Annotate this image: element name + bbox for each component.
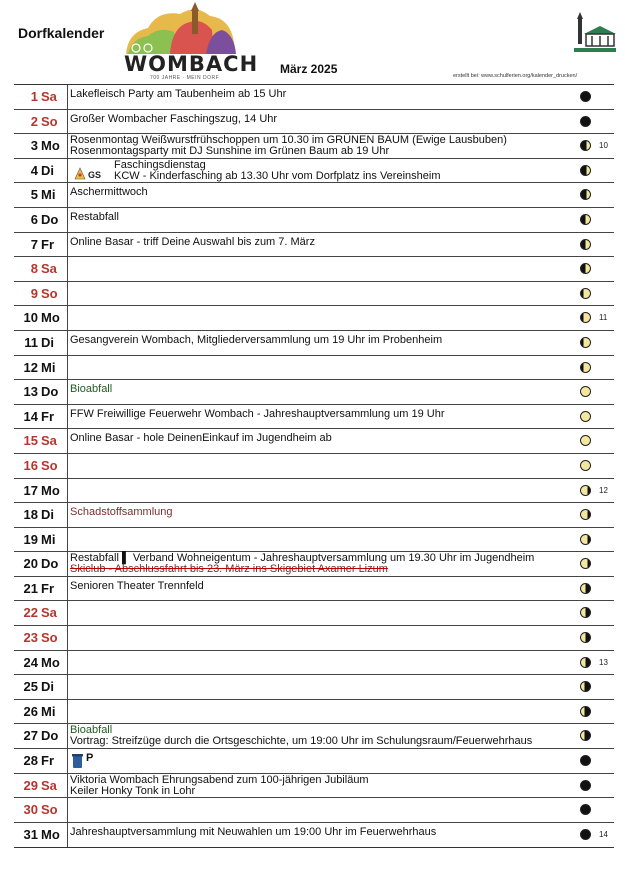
moon-phase-icon bbox=[580, 337, 591, 348]
moon-phase-icon bbox=[580, 509, 591, 520]
day-number: 28 bbox=[23, 753, 38, 769]
day-number: 21 bbox=[23, 580, 38, 596]
weekday-label: So bbox=[41, 457, 58, 473]
table-row bbox=[14, 454, 614, 479]
event-line: Senioren Theater Trennfeld bbox=[70, 579, 204, 592]
weekday-label: Mo bbox=[41, 138, 60, 154]
column-divider bbox=[67, 110, 68, 134]
event-text bbox=[70, 725, 570, 747]
column-divider bbox=[67, 724, 68, 748]
table-row bbox=[14, 724, 614, 749]
weekday-label: Do bbox=[41, 556, 59, 572]
event-line: KCW - Kinderfasching ab 13.30 Uhr vom Dorfplatz ins Vereinsheim bbox=[114, 169, 441, 182]
week-number: 10 bbox=[599, 141, 608, 151]
day-number: 25 bbox=[23, 679, 38, 695]
day-number: 15 bbox=[23, 433, 38, 449]
column-divider bbox=[67, 257, 68, 281]
moon-phase-icon bbox=[580, 706, 591, 717]
column-divider bbox=[67, 405, 68, 429]
day-number: 12 bbox=[23, 359, 38, 375]
event-line: Online Basar - hole DeinenEinkauf im Jugendheim ab bbox=[70, 432, 332, 445]
column-divider bbox=[67, 454, 68, 478]
event-line: Restabfall ▌ Verband Wohneigentum - Jahreshauptversammlung um 19.30 Uhr im Jugendheim bbox=[70, 552, 535, 565]
weekday-label: Do bbox=[41, 384, 59, 400]
day-number: 24 bbox=[23, 654, 38, 670]
event-line: Bioabfall bbox=[70, 724, 113, 737]
event-text bbox=[70, 135, 570, 157]
moon-phase-icon bbox=[580, 91, 591, 102]
event-text bbox=[114, 160, 570, 182]
day-number: 20 bbox=[23, 556, 38, 572]
column-divider bbox=[67, 577, 68, 601]
event-line: Online Basar - triff Deine Auswahl bis zum 7. März bbox=[70, 235, 315, 248]
column-divider bbox=[67, 503, 68, 527]
month-label: März 2025 bbox=[280, 62, 338, 76]
day-number: 4 bbox=[30, 162, 38, 178]
event-text bbox=[70, 237, 570, 248]
day-number: 3 bbox=[30, 138, 38, 154]
moon-phase-icon bbox=[580, 263, 591, 274]
column-divider bbox=[67, 159, 68, 183]
weekday-label: So bbox=[41, 802, 58, 818]
table-row bbox=[14, 528, 614, 553]
day-number: 27 bbox=[23, 728, 38, 744]
event-text bbox=[70, 335, 570, 346]
week-number: 12 bbox=[599, 485, 608, 495]
column-divider bbox=[67, 626, 68, 650]
event-text bbox=[86, 753, 570, 764]
event-text bbox=[70, 187, 570, 198]
event-text bbox=[70, 89, 570, 100]
moon-phase-icon bbox=[580, 804, 591, 815]
table-row bbox=[14, 331, 614, 356]
column-divider bbox=[67, 675, 68, 699]
moon-phase-icon bbox=[580, 558, 591, 569]
moon-phase-icon bbox=[580, 312, 591, 323]
moon-phase-icon bbox=[580, 780, 591, 791]
moon-phase-icon bbox=[580, 386, 591, 397]
weekday-label: Mo bbox=[41, 482, 60, 498]
weekday-label: Mi bbox=[41, 531, 56, 547]
page-title: Dorfkalender bbox=[18, 25, 105, 41]
weekday-label: Di bbox=[41, 162, 54, 178]
event-text bbox=[70, 433, 570, 444]
event-line: Vortrag: Streifzüge durch die Ortsgeschichte, um 19:00 Uhr im Schulungsraum/Feuerwehrhaus bbox=[70, 735, 533, 748]
event-line: Restabfall bbox=[70, 210, 119, 223]
event-line: P bbox=[86, 752, 94, 765]
table-row bbox=[14, 380, 614, 405]
column-divider bbox=[67, 552, 68, 576]
event-text bbox=[70, 775, 570, 797]
column-divider bbox=[67, 823, 68, 848]
table-row bbox=[14, 134, 614, 159]
event-line: Rosenmontag Weißwurstfrühschoppen um 10.30 im GRÜNEN BAUM (Ewige Lausbuben) bbox=[70, 134, 507, 147]
event-line: Faschingsdienstag bbox=[114, 158, 206, 171]
event-line: Lakefleisch Party am Taubenheim ab 15 Uhr bbox=[70, 88, 287, 100]
table-row bbox=[14, 503, 614, 528]
column-divider bbox=[67, 208, 68, 232]
day-number: 23 bbox=[23, 630, 38, 646]
weekday-label: Di bbox=[41, 334, 54, 350]
column-divider bbox=[67, 233, 68, 257]
weekday-label: Sa bbox=[41, 433, 57, 449]
moon-phase-icon bbox=[580, 362, 591, 373]
table-row bbox=[14, 774, 614, 799]
weekday-label: Mi bbox=[41, 703, 56, 719]
day-number: 10 bbox=[23, 310, 38, 326]
table-row bbox=[14, 798, 614, 823]
day-number: 8 bbox=[30, 261, 38, 277]
event-line: Bioabfall bbox=[70, 383, 113, 396]
weekday-label: So bbox=[41, 630, 58, 646]
table-row bbox=[14, 183, 614, 208]
weekday-label: So bbox=[41, 285, 58, 301]
table-row bbox=[14, 429, 614, 454]
weekday-label: Mo bbox=[41, 826, 60, 842]
event-line: Großer Wombacher Faschingszug, 14 Uhr bbox=[70, 112, 278, 125]
day-number: 5 bbox=[30, 187, 38, 203]
day-number: 29 bbox=[23, 777, 38, 793]
weekday-label: Sa bbox=[41, 261, 57, 277]
column-divider bbox=[67, 356, 68, 380]
event-line: Gesangverein Wombach, Mitgliederversammlung um 19 Uhr im Probenheim bbox=[70, 333, 443, 346]
column-divider bbox=[67, 601, 68, 625]
day-number: 22 bbox=[23, 605, 38, 621]
event-text bbox=[70, 581, 570, 592]
table-row bbox=[14, 208, 614, 233]
weekday-label: Fr bbox=[41, 580, 54, 596]
clown-badge-icon bbox=[74, 167, 104, 180]
weekday-label: Do bbox=[41, 211, 59, 227]
moon-phase-icon bbox=[580, 435, 591, 446]
table-row bbox=[14, 479, 614, 504]
week-number: 14 bbox=[599, 829, 608, 839]
table-row bbox=[14, 626, 614, 651]
table-row bbox=[14, 110, 614, 135]
column-divider bbox=[67, 306, 68, 330]
weekday-label: Mi bbox=[41, 187, 56, 203]
weekday-label: Mo bbox=[41, 654, 60, 670]
table-row bbox=[14, 675, 614, 700]
column-divider bbox=[67, 134, 68, 158]
column-divider bbox=[67, 380, 68, 404]
table-row bbox=[14, 233, 614, 258]
moon-phase-icon bbox=[580, 189, 591, 200]
day-number: 18 bbox=[23, 507, 38, 523]
event-text bbox=[70, 384, 570, 395]
event-line: FFW Freiwillige Feuerwehr Wombach - Jahreshauptversammlung um 19 Uhr bbox=[70, 407, 445, 420]
event-text bbox=[70, 114, 570, 125]
calendar-table bbox=[14, 84, 614, 848]
svg-text:GS: GS bbox=[88, 169, 102, 180]
column-divider bbox=[67, 651, 68, 675]
day-number: 9 bbox=[30, 285, 38, 301]
moon-phase-icon bbox=[580, 607, 591, 618]
table-row bbox=[14, 823, 614, 848]
moon-phase-icon bbox=[580, 214, 591, 225]
moon-phase-icon bbox=[580, 730, 591, 741]
column-divider bbox=[67, 479, 68, 503]
day-number: 14 bbox=[23, 408, 38, 424]
event-line: Keiler Honky Tonk in Lohr bbox=[70, 784, 196, 797]
moon-phase-icon bbox=[580, 140, 591, 151]
column-divider bbox=[67, 700, 68, 724]
weekday-label: Mo bbox=[41, 310, 60, 326]
column-divider bbox=[67, 429, 68, 453]
moon-phase-icon bbox=[580, 116, 591, 127]
event-text bbox=[70, 507, 570, 518]
moon-phase-icon bbox=[580, 460, 591, 471]
moon-phase-icon bbox=[580, 165, 591, 176]
moon-phase-icon bbox=[580, 829, 591, 840]
trash-bin-icon bbox=[72, 754, 85, 767]
moon-phase-icon bbox=[580, 288, 591, 299]
event-line: Jahreshauptversammlung mit Neuwahlen um 19:00 Uhr im Feuerwehrhaus bbox=[70, 825, 437, 838]
day-number: 13 bbox=[23, 384, 38, 400]
column-divider bbox=[67, 528, 68, 552]
column-divider bbox=[67, 749, 68, 773]
moon-phase-icon bbox=[580, 534, 591, 545]
week-number: 11 bbox=[599, 313, 608, 323]
table-row bbox=[14, 601, 614, 626]
credit-link[interactable]: erstellt bei: www.schulferien.org/kalender_drucken/ bbox=[453, 73, 578, 79]
weekday-label: Do bbox=[41, 728, 59, 744]
weekday-label: Sa bbox=[41, 89, 57, 104]
day-number: 19 bbox=[23, 531, 38, 547]
column-divider bbox=[67, 85, 68, 109]
column-divider bbox=[67, 798, 68, 822]
moon-phase-icon bbox=[580, 632, 591, 643]
event-line: Viktoria Wombach Ehrungsabend zum 100-jährigen Jubiläum bbox=[70, 773, 369, 786]
day-number: 11 bbox=[24, 334, 38, 350]
table-row bbox=[14, 651, 614, 676]
weekday-label: Sa bbox=[41, 605, 57, 621]
column-divider bbox=[67, 183, 68, 207]
event-line: Aschermittwoch bbox=[70, 186, 148, 199]
church-icon bbox=[572, 12, 616, 54]
day-number: 2 bbox=[30, 113, 38, 129]
event-text bbox=[70, 827, 570, 838]
day-number: 7 bbox=[30, 236, 38, 252]
moon-phase-icon bbox=[580, 657, 591, 668]
table-row bbox=[14, 405, 614, 430]
day-number: 26 bbox=[23, 703, 38, 719]
event-line: Schadstoffsammlung bbox=[70, 506, 173, 519]
moon-phase-icon bbox=[580, 239, 591, 250]
weekday-label: Sa bbox=[41, 777, 57, 793]
weekday-label: Fr bbox=[41, 236, 54, 252]
moon-phase-icon bbox=[580, 755, 591, 766]
column-divider bbox=[67, 282, 68, 306]
moon-phase-icon bbox=[580, 411, 591, 422]
moon-phase-icon bbox=[580, 583, 591, 594]
event-line: Skiclub - Abschlussfahrt bis 23. März ins Skigebiet Axamer Lizum bbox=[70, 563, 388, 576]
event-text bbox=[70, 212, 570, 223]
table-row bbox=[14, 159, 614, 184]
day-number: 30 bbox=[23, 802, 38, 818]
week-number: 13 bbox=[599, 657, 608, 667]
table-row bbox=[14, 356, 614, 381]
table-row bbox=[14, 552, 614, 577]
moon-phase-icon bbox=[580, 681, 591, 692]
day-number: 31 bbox=[23, 826, 38, 842]
table-row bbox=[14, 700, 614, 725]
logo-wordmark: WOMBACH bbox=[124, 52, 259, 76]
event-text bbox=[70, 553, 570, 575]
weekday-label: Di bbox=[41, 679, 54, 695]
table-row bbox=[14, 282, 614, 307]
weekday-label: Di bbox=[41, 507, 54, 523]
day-number: 6 bbox=[30, 211, 38, 227]
column-divider bbox=[67, 774, 68, 798]
weekday-label: Mi bbox=[41, 359, 56, 375]
day-number: 16 bbox=[23, 457, 38, 473]
weekday-label: Fr bbox=[41, 753, 54, 769]
table-row bbox=[14, 85, 614, 110]
day-number: 1 bbox=[30, 89, 38, 104]
table-row bbox=[14, 257, 614, 282]
table-row bbox=[14, 306, 614, 331]
weekday-label: So bbox=[41, 113, 58, 129]
logo-tagline: 700 JAHRE · MEIN DORF bbox=[150, 75, 220, 81]
day-number: 17 bbox=[23, 482, 38, 498]
event-line: Rosenmontagsparty mit DJ Sunshine im Grünen Baum ab 19 Uhr bbox=[70, 145, 390, 158]
column-divider bbox=[67, 331, 68, 355]
weekday-label: Fr bbox=[41, 408, 54, 424]
table-row bbox=[14, 577, 614, 602]
table-row bbox=[14, 749, 614, 774]
event-text bbox=[70, 409, 570, 420]
moon-phase-icon bbox=[580, 485, 591, 496]
